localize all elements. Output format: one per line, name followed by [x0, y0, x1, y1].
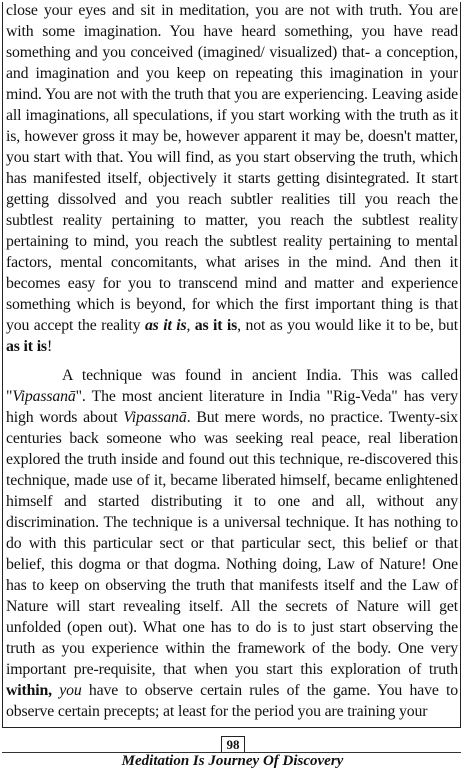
text-frame [2, 2, 461, 728]
emphasis-as-it-is-bold: as it is [194, 317, 238, 334]
paragraph-1-text: close your eyes and sit in meditation, you are not with truth. You are with some imagination. You have heard something, you have read something and you conceived (imagined/ visualized) that- a conception, and imagination and you keep on repeating this imagination in your mind. You are not with the truth that you are experiencing. Leaving aside all imaginations, all speculations, if you start working with the truth as it is, however gross it may be, however apparent it may be, doesn't matter, you start with that. You will find, as you start observing the truth, which has manifested itself, objectively it starts getting disintegrated. It start getting dissolved and you reach subtler realities till you reach the subtlest reality pertaining to matter, you reach the subtlest reality pertaining to mind, you reach the subtlest reality pertaining to mental factors, mental concomitants, what arises in the mind. And then it becomes easy for you to transcend mind and matter and experience something which is beyond, for which the first important thing is that you accept the reality [6, 2, 458, 334]
page-number: 98 [221, 736, 245, 753]
footer-book-title: Meditation Is Journey Of Discovery [121, 753, 344, 769]
emphasis-you: you [59, 682, 82, 699]
emphasis-as-it-is-italic: as it is [144, 317, 187, 334]
paragraph-2 [6, 365, 458, 722]
paragraph-1-text: , [186, 317, 195, 334]
paragraph-1-text: , not as you would like it to be, but [237, 317, 458, 334]
paragraph-1-text: ! [46, 338, 53, 355]
paragraph-2-text: ". The most ancient literature in India "Rig-Veda" has very high words about [6, 388, 458, 426]
term-vipassana: Vipassanā [123, 409, 187, 426]
term-vipassana: Vipassanā [12, 388, 76, 405]
paragraph-2-text: have to observe certain rules of the game. You have to observe certain precepts; at least for the period you are training your [6, 682, 458, 720]
paragraph-2-text: A technique was found in ancient India. This was called " [6, 367, 458, 405]
paragraph-1 [6, 0, 458, 357]
paragraph-2-text: . But mere words, no practice. Twenty-six centuries back someone who was seeking real peace, real liberation explored the truth inside and found out this technique, re-discovered this technique, made use of it, became liberated himself, became enlightened himself and started distributing it to one and all, without any discrimination. The technique is a universal technique. It has nothing to do with this particular sect or that particular sect, this belief or that belief, this dogma or that dogma. Nothing doing, Law of Nature! One has to keep on observing the truth that manifests itself and the Law of Nature will start revealing itself. All the secrets of Nature will get unfolded (open out). What one has to do is to just start observing the truth as you experience within the framework of the body. One very important pre-requisite, that when you start this exploration of truth [6, 409, 458, 678]
emphasis-within: within, [6, 682, 52, 699]
emphasis-as-it-is-bold: as it is [6, 338, 47, 355]
